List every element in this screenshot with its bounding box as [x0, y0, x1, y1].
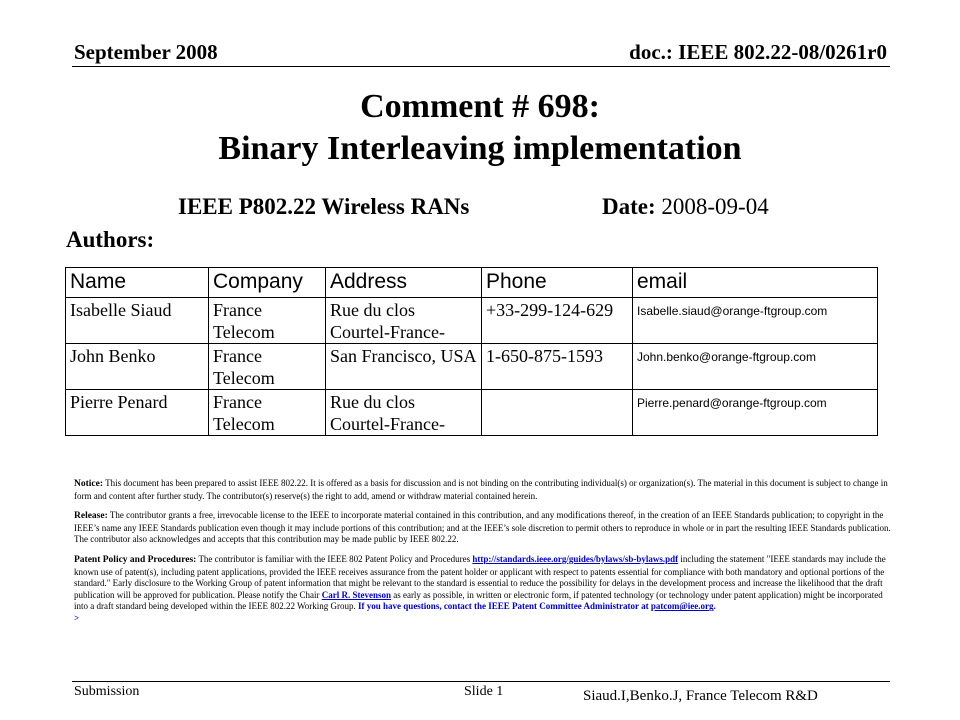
- author-company: France Telecom: [209, 344, 326, 390]
- date-value: 2008-09-04: [661, 194, 769, 219]
- author-phone: +33-299-124-629: [482, 298, 633, 344]
- author-name: Isabelle Siaud: [66, 298, 209, 344]
- patent-text-1: The contributor is familiar with the IEEE 802 Patent Policy and Procedures: [198, 553, 471, 564]
- authors-table: [65, 267, 878, 436]
- subtitle-group: [178, 194, 469, 220]
- author-phone: 1-650-875-1593: [482, 344, 633, 390]
- author-address: San Francisco, USA: [326, 344, 482, 390]
- column-header-address: Address: [326, 268, 482, 298]
- authors-label: Authors:: [66, 227, 155, 252]
- column-header-name: Name: [66, 268, 209, 298]
- patent-question: If you have questions, contact the IEEE Patent Committee Administrator at: [358, 601, 649, 612]
- subtitle-group-text: IEEE P802.22 Wireless RANs: [178, 194, 470, 219]
- header-doc-id: doc.: IEEE 802.22-08/0261r0: [629, 40, 887, 64]
- author-address: Rue du clos Courtel-France-: [326, 298, 482, 344]
- patcom-email-link[interactable]: patcom@iee.org: [650, 601, 714, 612]
- date-label: Date:: [602, 194, 656, 219]
- column-header-email: email: [633, 268, 878, 298]
- header-date: September 2008: [74, 40, 218, 64]
- table-header-row: [66, 268, 878, 298]
- author-company: France Telecom: [209, 298, 326, 344]
- author-company: France Telecom: [209, 390, 326, 436]
- bylaws-link[interactable]: http://standards.ieee.org/guides/bylaws/sb-bylaws.pdf: [472, 553, 679, 564]
- title-line-2: Binary Interleaving implementation: [218, 130, 742, 167]
- author-name: John Benko: [66, 344, 209, 390]
- subtitle-date: [602, 194, 769, 220]
- release-paragraph: [74, 510, 896, 546]
- chair-link[interactable]: Carl R. Stevenson: [321, 589, 391, 600]
- footer-authors: Siaud.I,Benko.J, France Telecom R&D: [583, 688, 818, 704]
- notice-label: Notice:: [74, 479, 104, 489]
- author-address: Rue du clos Courtel-France-: [326, 390, 482, 436]
- release-text: The contributor grants a free, irrevocable license to the IEEE to incorporate material contained in this contribution, and any modifications thereof, in the creation of an IEEE Standards publication; to copyright in the IEEE’s name any IEEE Standards publication even though it may include portions of this contribution; and at the IEEE’s sole discretion to permit others to reproduce in whole or in part the resulting IEEE Standards publication. The contributor also acknowledges and accepts that this contribution may be made public by IEEE 802.22.: [74, 510, 891, 545]
- title-line-1: Comment # 698:: [360, 88, 600, 125]
- legal-notice-block: [74, 478, 896, 633]
- footer-submission: Submission: [74, 684, 140, 699]
- release-label: Release:: [74, 511, 108, 522]
- author-email: Pierre.penard@orange-ftgroup.com: [633, 390, 878, 436]
- table-row: [66, 390, 878, 436]
- author-name: Pierre Penard: [66, 390, 209, 436]
- notice-text: This document has been prepared to assist IEEE 802.22. It is offered as a basis for discussion and is not binding on the contributing individual(s) or organization(s). The material in this document is subject to change in form and content after further study. The contributor(s) reserve(s) the right to add, amend or withdraw material contained herein.: [74, 478, 888, 501]
- column-header-phone: Phone: [482, 268, 633, 298]
- patent-paragraph: Patent Policy and Procedures: The contributor is familiar with the IEEE 802 Patent Policy and Procedures http://standards.ieee.org/guides/bylaws/sb-bylaws.pdf including the statement "IEEE standards may include the known use of patent(s), including patent applications, provided the IEEE receives assurance from the patent holder or applicant with respect to patents essential for compliance with both mandatory and optional portions of the standard." Early disclosure to the Working Group of patent information that might be relevant to the standard is essential to reduce the possibility for delays in the development process and increase the likelihood that the draft publication will be approved for publication. Please notify the Chair Carl R. Stevenson as early as possible, in written or electronic form, if patented technology (or technology under patent application) might be incorporated into a draft standard being developed within the IEEE 802.22 Working Group. If you have questions, contact the IEEE Patent Committee Administrator at patcom@iee.org. >: [74, 553, 886, 623]
- author-email: Isabelle.siaud@orange-ftgroup.com: [633, 298, 878, 344]
- table-row: [66, 298, 878, 344]
- patent-end-mark: >: [74, 612, 80, 623]
- author-email: John.benko@orange-ftgroup.com: [633, 344, 878, 390]
- table-row: [66, 344, 878, 390]
- patent-label: Patent Policy and Procedures:: [74, 554, 197, 565]
- footer-rule: [72, 681, 890, 682]
- notice-paragraph: [74, 478, 896, 502]
- patent-text-2: including the statement "IEEE standards may include the known use of patent(s), including patent applications, provided the IEEE receives assurance from the patent holder or applicant with respect to patents essential for compliance with both mandatory and optional portions of the standard." Early disclosure to the Working Group of patent information that might be relevant to the standard is essential to reduce the possibility for delays in the development process and increase the likelihood that the draft publication will be approved for publication. Please notify the Chair: [74, 553, 886, 600]
- column-header-company: Company: [209, 268, 326, 298]
- slide-title: [0, 86, 960, 170]
- patent-text-3: as early as possible, in written or electronic form, if patented technology (or technology under patent application) might be incorporated into a draft standard being developed within the IEEE 802.22 Working Group.: [74, 589, 883, 612]
- header-rule: [72, 66, 890, 67]
- author-phone: [482, 390, 633, 436]
- footer-slide-number: Slide 1: [464, 684, 504, 699]
